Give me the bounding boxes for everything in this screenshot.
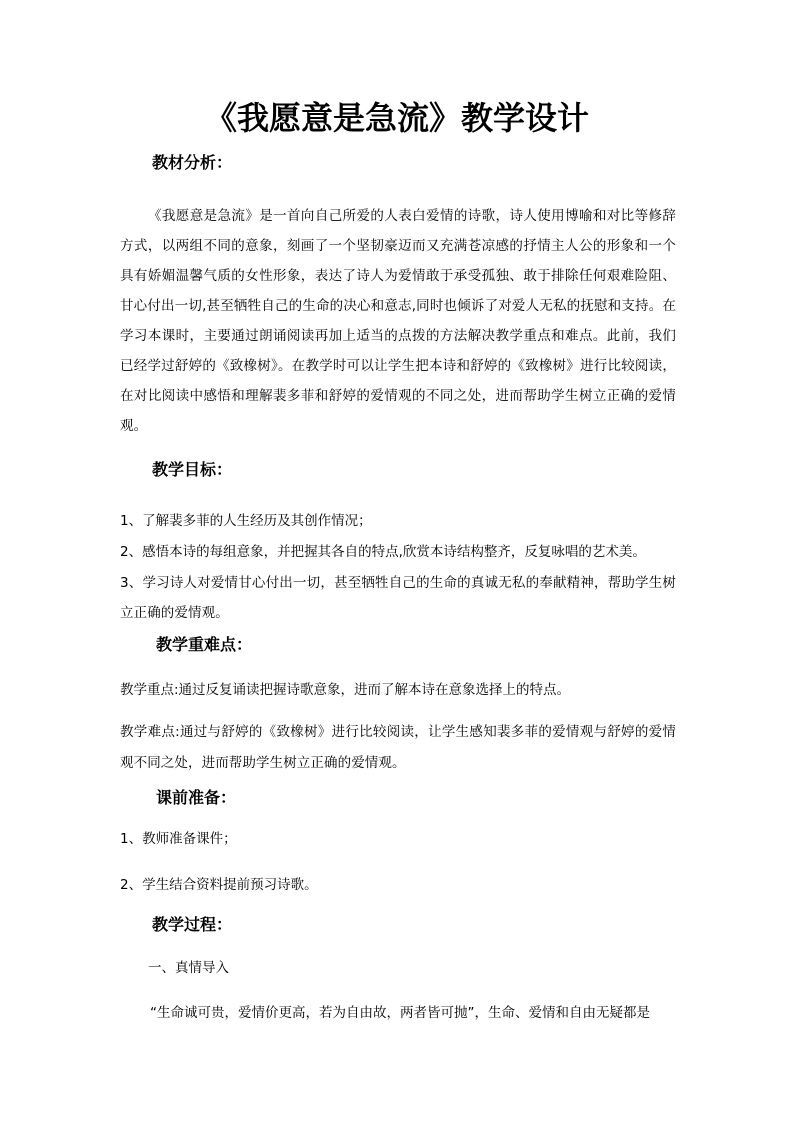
goal-item-3: 3、学习诗人对爱情甘心付出一切，甚至牺牲自己的生命的真诚无私的奉献精神，帮助学生树立正确的爱情观。 xyxy=(120,575,676,621)
section-heading-analysis: 教材分析： xyxy=(152,153,233,172)
section-heading-preparation: 课前准备： xyxy=(156,788,237,807)
section-heading-goals: 教学目标： xyxy=(152,460,233,479)
process-subheading: 一、真情导入 xyxy=(148,960,229,976)
preparation-item-2: 2、学生结合资料提前预习诗歌。 xyxy=(120,877,318,893)
key-point: 教学重点:通过反复诵读把握诗歌意象，进而了解本诗在意象选择上的特点。 xyxy=(120,682,571,698)
difficult-point: 教学难点:通过与舒婷的《致橡树》进行比较阅读，让学生感知裴多菲的爱情观与舒婷的爱情观不同之处，进而帮助学生树立正确的爱情观。 xyxy=(120,724,676,771)
preparation-item-1: 1、教师准备课件； xyxy=(120,831,237,847)
analysis-paragraph: 《我愿意是急流》是一首向自己所爱的人表白爱情的诗歌，诗人使用博喻和对比等修辞方式，以两组不同的意象，刻画了一个坚韧豪迈而又充满苍凉感的抒情主人公的形象和一个具有娇媚温馨气质的女性形象，表达了诗人为爱情敢于承受孤独、敢于排除任何艰难险阻、甘心付出一切,甚至牺牲自己的生命的决心和意志,同时也倾诉了对爱人无私的抚慰和支持。在学习本课时，主要通过朗诵阅读再加上适当的点拨的方法解决教学重点和难点。此前，我们已经学过舒婷的《致橡树》。在教学时可以让学生把本诗和舒婷的《致橡树》进行比较阅读，在对比阅读中感悟和理解裴多菲和舒婷的爱情观的不同之处，进而帮助学生树立正确的爱情观。 xyxy=(120,208,676,434)
document-title: 《我愿意是急流》教学设计 xyxy=(204,99,589,137)
process-paragraph: “生命诚可贵，爱情价更高，若为自由故，两者皆可抛”，生命、爱情和自由无疑都是 xyxy=(150,1005,650,1021)
section-heading-keypoints: 教学重难点： xyxy=(156,635,253,654)
goal-item-2: 2、感悟本诗的每组意象，并把握其各自的特点,欣赏本诗结构整齐，反复咏唱的艺术美。 xyxy=(120,544,646,560)
goal-item-1: 1、了解裴多菲的人生经历及其创作情况； xyxy=(120,513,372,529)
section-heading-process: 教学过程： xyxy=(152,915,233,934)
